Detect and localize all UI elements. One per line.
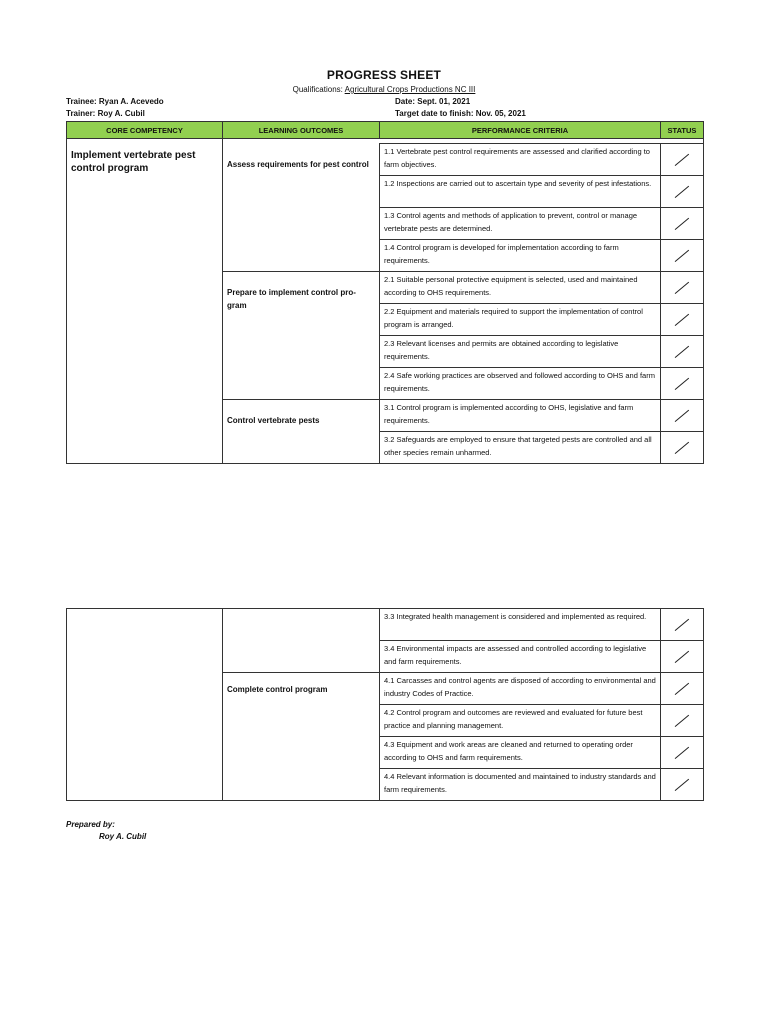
status-cell	[661, 769, 704, 801]
criteria-4-1: 4.1 Carcasses and control agents are disposed of according to environmental and industry Codes of Practice.	[380, 673, 661, 705]
criteria-2-4: 2.4 Safe working practices are observed and followed according to OHS and farm requirements.	[380, 368, 661, 400]
status-cell	[661, 240, 704, 272]
check-mark-icon	[675, 345, 690, 358]
criteria-4-4: 4.4 Relevant information is documented and maintained to industry standards and farm requirements.	[380, 769, 661, 801]
qualifications-line	[0, 85, 768, 94]
learning-outcome-continued	[223, 609, 380, 673]
trainee-name: Trainee: Ryan A. Acevedo	[66, 97, 164, 106]
header-performance-criteria: PERFORMANCE CRITERIA	[380, 122, 661, 139]
criteria-3-2: 3.2 Safeguards are employed to ensure that targeted pests are controlled and all other species remain unharmed.	[380, 432, 661, 464]
criteria-2-2: 2.2 Equipment and materials required to support the implementation of control program is arranged.	[380, 304, 661, 336]
start-date: Date: Sept. 01, 2021	[395, 97, 471, 106]
preparer-name: Roy A. Cubil	[99, 832, 147, 841]
status-cell	[661, 673, 704, 705]
criteria-4-2: 4.2 Control program and outcomes are reviewed and evaluated for future best practice and planning management.	[380, 705, 661, 737]
criteria-2-3: 2.3 Relevant licenses and permits are obtained according to legislative requirements.	[380, 336, 661, 368]
criteria-2-1: 2.1 Suitable personal protective equipment is selected, used and maintained according to OHS requirements.	[380, 272, 661, 304]
check-mark-icon	[675, 217, 690, 230]
learning-outcome-2: Prepare to implement control pro-gram	[223, 272, 380, 400]
check-mark-icon	[675, 249, 690, 262]
status-cell	[661, 737, 704, 769]
learning-outcome-3: Control vertebrate pests	[223, 400, 380, 464]
status-cell	[661, 336, 704, 368]
check-mark-icon	[675, 714, 690, 727]
page-title: PROGRESS SHEET	[326, 68, 442, 82]
check-mark-icon	[675, 281, 690, 294]
check-mark-icon	[675, 618, 690, 631]
criteria-3-4: 3.4 Environmental impacts are assessed and controlled according to legislative and farm requirements.	[380, 641, 661, 673]
status-cell	[661, 272, 704, 304]
status-cell	[661, 208, 704, 240]
progress-table-continued	[66, 608, 704, 801]
table-row	[67, 609, 704, 641]
criteria-3-3: 3.3 Integrated health management is considered and implemented as required.	[380, 609, 661, 641]
core-competency-cell-continued	[67, 609, 223, 801]
check-mark-icon	[675, 682, 690, 695]
learning-outcome-1: Assess requirements for pest control	[223, 144, 380, 272]
status-cell	[661, 609, 704, 641]
table-header-row	[67, 122, 704, 139]
criteria-1-3: 1.3 Control agents and methods of application to prevent, control or manage vertebrate pests are determined.	[380, 208, 661, 240]
qualifications-label: Qualifications:	[292, 85, 345, 94]
header-learning-outcomes: LEARNING OUTCOMES	[223, 122, 380, 139]
header-status: STATUS	[661, 122, 704, 139]
check-mark-icon	[675, 377, 690, 390]
criteria-1-1: 1.1 Vertebrate pest control requirements are assessed and clarified according to farm objectives.	[380, 144, 661, 176]
learning-outcome-4: Complete control program	[223, 673, 380, 801]
check-mark-icon	[675, 650, 690, 663]
core-competency-cell: Implement vertebrate pest control program	[67, 139, 223, 464]
trainer-name: Trainer: Roy A. Cubil	[66, 109, 145, 118]
header-core-competency: CORE COMPETENCY	[67, 122, 223, 139]
criteria-3-1: 3.1 Control program is implemented according to OHS, legislative and farm requirements.	[380, 400, 661, 432]
check-mark-icon	[675, 778, 690, 791]
status-cell	[661, 705, 704, 737]
target-date: Target date to finish: Nov. 05, 2021	[395, 109, 526, 118]
status-cell	[661, 432, 704, 464]
check-mark-icon	[675, 441, 690, 454]
status-cell	[661, 368, 704, 400]
criteria-4-3: 4.3 Equipment and work areas are cleaned and returned to operating order according to OHS and farm requirements.	[380, 737, 661, 769]
check-mark-icon	[675, 153, 690, 166]
criteria-1-4: 1.4 Control program is developed for implementation according to farm requirements.	[380, 240, 661, 272]
qualifications-value: Agricultural Crops Productions NC III	[344, 85, 476, 94]
progress-table-main	[66, 121, 704, 464]
status-cell	[661, 176, 704, 208]
status-cell	[661, 144, 704, 176]
check-mark-icon	[675, 313, 690, 326]
criteria-1-2: 1.2 Inspections are carried out to ascertain type and severity of pest infestations.	[380, 176, 661, 208]
check-mark-icon	[675, 185, 690, 198]
status-cell	[661, 641, 704, 673]
status-cell	[661, 400, 704, 432]
prepared-by-label: Prepared by:	[66, 820, 115, 829]
check-mark-icon	[675, 746, 690, 759]
status-cell	[661, 304, 704, 336]
check-mark-icon	[675, 409, 690, 422]
